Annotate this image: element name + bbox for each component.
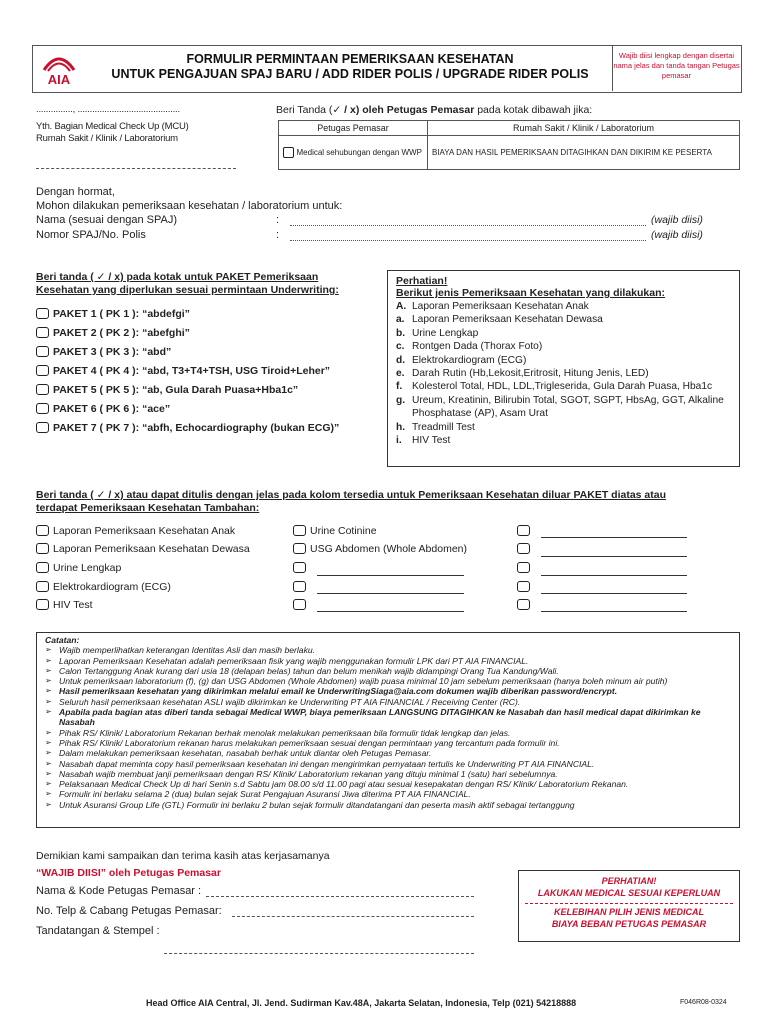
extra-blank-1[interactable]: [293, 561, 310, 575]
paket-instruction-2: Kesehatan yang diperlukan sesuai permintaan Underwriting:: [36, 284, 339, 296]
extra-hiv-checkbox[interactable]: [36, 599, 49, 610]
note-item: ➢ Dalam melakukan pemeriksaan kesehatan, nasabah berhak untuk diantar oleh Petugas Pemasar.: [45, 748, 432, 759]
date-line[interactable]: ..............., ..........................................: [36, 104, 180, 115]
extra-dewasa[interactable]: Laporan Pemeriksaan Kesehatan Dewasa: [36, 542, 250, 556]
note-item: ➢ Pelaksanaan Medical Check Up di hari Senin s.d Sabtu jam 08.00 s/d 11.00 pagi atau sesuai kesepakatan dengan RS/ Klinik/ Laboratorium Rekanan.: [45, 779, 629, 790]
paket-4-checkbox[interactable]: [36, 365, 49, 376]
warning-line4: BIAYA BEBAN PETUGAS PEMASAR: [551, 919, 707, 929]
extra-blank-8-line[interactable]: [541, 611, 687, 612]
paket-5-checkbox[interactable]: [36, 384, 49, 395]
paket-3[interactable]: PAKET 3 ( PK 3 ): “abd”: [36, 345, 171, 359]
warning-line3: KELEBIHAN PILIH JENIS MEDICAL: [553, 907, 704, 917]
signature-label: Tandatangan & Stempel :: [36, 925, 160, 937]
extra-urine[interactable]: Urine Lengkap: [36, 561, 121, 575]
marketer-phone-label: No. Telp & Cabang Petugas Pemasar:: [36, 905, 222, 917]
paket-1[interactable]: PAKET 1 ( PK 1 ): “abdefgi”: [36, 307, 190, 321]
note-item: ➢ Pihak RS/ Klinik/ Laboratorium rekanan harus melakukan pemeriksaan sesuai dengan permintaan yang tercantum pada formulir ini.: [45, 737, 560, 748]
extra-blank-8[interactable]: [517, 598, 534, 612]
extra-blank-2[interactable]: [293, 580, 310, 594]
marketer-name-label: Nama & Kode Petugas Pemasar :: [36, 885, 202, 897]
warning-line2: LAKUKAN MEDICAL SESUAI KEPERLUAN: [537, 888, 721, 898]
paket-2[interactable]: PAKET 2 ( PK 2 ): “abefghi”: [36, 326, 190, 340]
paket-4[interactable]: PAKET 4 ( PK 4 ): “abd, T3+T4+TSH, USG Tiroid+Leher”: [36, 364, 330, 378]
extra-blank-1-line[interactable]: [317, 575, 464, 576]
extra-blank-4-checkbox[interactable]: [517, 525, 530, 536]
note-item: ➢ Untuk Asuransi Group Life (GTL) Formulir ini berlaku 2 bulan sejak formulir ditandatangani dan peserta masih aktif sebagai tertanggung: [45, 799, 575, 810]
note-item: ➢ Seluruh hasil pemeriksaan kesehatan ASLI wajib dikirimkan ke Underwriting PT AIA FINANCIAL / Receiving Center (RC).: [45, 696, 521, 707]
name-colon: :: [276, 214, 280, 226]
extra-blank-8-checkbox[interactable]: [517, 599, 530, 610]
note-item: ➢ Wajib memperlihatkan keterangan Identitas Asli dan masih berlaku.: [45, 645, 316, 656]
note-item: ➢ Untuk pemeriksaan laboratorium (f), (g) dan USG Abdomen (Whole Abdomen) wajib puasa minimal 10 jam sebelum pemeriksaan (hanya boleh minum air putih): [45, 676, 668, 687]
extra-blank-5-checkbox[interactable]: [517, 543, 530, 554]
closing-thanks: Demikian kami sampaikan dan terima kasih atas kerjasamanya: [36, 850, 330, 862]
paket-6[interactable]: PAKET 6 ( PK 6 ): “ace”: [36, 402, 170, 416]
form-code: F046R08-0324: [680, 999, 727, 1006]
legend-item: a. Laporan Pemeriksaan Kesehatan Dewasa: [396, 314, 603, 326]
legend-item: c. Rontgen Dada (Thorax Foto): [396, 341, 543, 353]
extra-hiv[interactable]: HIV Test: [36, 598, 93, 612]
wwp-label: Medical sehubungan dengan WWP: [296, 147, 422, 157]
extra-ecg[interactable]: Elektrokardiogram (ECG): [36, 580, 171, 594]
extra-blank-4-line[interactable]: [541, 537, 687, 538]
addressee-line2: Rumah Sakit / Klinik / Laboratorium: [36, 133, 178, 144]
legend-item: f. Kolesterol Total, HDL, LDL,Trigleserida, Gula Darah Puasa, Hba1c: [396, 381, 713, 393]
spaj-label: Nomor SPAJ/No. Polis: [36, 229, 146, 241]
legend-subtitle: Berikut jenis Pemeriksaan Kesehatan yang dilakukan:: [396, 287, 666, 299]
warning-box: [518, 870, 740, 942]
note-item: ➢ Pihak RS/ Klinik/ Laboratorium Rekanan berhak menolak melakukan pemeriksaan bila formulir tidak lengkap dan jelas.: [45, 727, 511, 738]
extra-blank-2-checkbox[interactable]: [293, 581, 306, 592]
addressee-line1: Yth. Bagian Medical Check Up (MCU): [36, 121, 189, 132]
required-note: Wajib diisi lengkap dengan disertai nama jelas dan tanda tangan Petugas pemasar: [612, 45, 740, 91]
note-item: ➢ Nasabah dapat meminta copy hasil pemeriksaan kesehatan ini dengan mengirimkan pernyataan tertulis ke Underwriting PT AIA FINANCIAL.: [45, 758, 595, 769]
note-item: ➢ Calon Tertanggung Anak kurang dari usia 18 (delapan belas) tahun dan belum menikah wajib didampingi Orang Tua Kandung/Wali.: [45, 665, 559, 676]
extra-blank-5-line[interactable]: [541, 556, 687, 557]
intro: Mohon dilakukan pemeriksaan kesehatan / laboratorium untuk:: [36, 200, 343, 212]
name-input[interactable]: [290, 225, 646, 226]
paket-instruction-1: Beri tanda ( ✓ / x) pada kotak untuk PAKET Pemeriksaan: [36, 271, 319, 283]
note-item: ➢ Nasabah wajib membuat janji pemeriksaan dengan RS/ Klinik/ Laboratorium rekanan yang dituju minimal 1 (satu) hari sebelumnya.: [45, 768, 558, 779]
spaj-colon: :: [276, 229, 280, 241]
paket-7[interactable]: PAKET 7 ( PK 7 ): “abfh, Echocardiography (bukan ECG)”: [36, 421, 339, 435]
extra-blank-5[interactable]: [517, 542, 534, 556]
legend-item: e. Darah Rutin (Hb,Lekosit,Eritrosit, Hitung Jenis, LED): [396, 368, 649, 380]
extra-blank-3-line[interactable]: [317, 611, 464, 612]
extra-usg-checkbox[interactable]: [293, 543, 306, 554]
name-required: (wajib diisi): [651, 214, 703, 226]
marketer-name-input[interactable]: [206, 896, 474, 897]
wwp-checkbox[interactable]: [283, 147, 294, 158]
footer-address: Head Office AIA Central, Jl. Jend. Sudirman Kav.48A, Jakarta Selatan, Indonesia, Telp (021) 54218888: [146, 998, 577, 1008]
legend-title: Perhatian!: [396, 275, 448, 287]
col-petugas: Petugas Pemasar: [279, 121, 428, 136]
extra-anak-checkbox[interactable]: [36, 525, 49, 536]
greeting: Dengan hormat,: [36, 186, 115, 198]
marker-table: [278, 120, 740, 170]
extra-anak[interactable]: Laporan Pemeriksaan Kesehatan Anak: [36, 524, 235, 538]
marketer-phone-input[interactable]: [232, 916, 474, 917]
paket-3-checkbox[interactable]: [36, 346, 49, 357]
paket-2-checkbox[interactable]: [36, 327, 49, 338]
extra-instruction-1: Beri tanda ( ✓ / x) atau dapat ditulis dengan jelas pada kolom tersedia untuk Pemeriksaan Kesehatan diluar PAKET diatas atau: [36, 489, 667, 501]
extra-cotinine[interactable]: Urine Cotinine: [293, 524, 377, 538]
extra-blank-4[interactable]: [517, 524, 534, 538]
paket-5[interactable]: PAKET 5 ( PK 5 ): “ab, Gula Darah Puasa+Hba1c”: [36, 383, 298, 397]
marker-instruction: Beri Tanda (✓ / x) oleh Petugas Pemasar pada kotak dibawah jika:: [276, 104, 593, 116]
warning-title: PERHATIAN!: [601, 876, 657, 886]
signature-line[interactable]: [164, 953, 474, 954]
extra-blank-6-line[interactable]: [541, 575, 687, 576]
notes-title: Catatan:: [45, 635, 80, 645]
note-item: ➢ Apabila pada bagian atas diberi tanda sebagai Medical WWP, biaya pemeriksaan LANGSUNG DITAGIHKAN ke Nasabah dan hasil medical dapat dikirimkan ke Nasabah: [45, 707, 701, 728]
extra-blank-3-checkbox[interactable]: [293, 599, 306, 610]
legend-item: h. Treadmill Test: [396, 421, 475, 433]
paket-7-checkbox[interactable]: [36, 422, 49, 433]
wwp-cell: [279, 136, 428, 170]
paket-6-checkbox[interactable]: [36, 403, 49, 414]
legend-item: i. HIV Test: [396, 435, 451, 447]
extra-ecg-checkbox[interactable]: [36, 581, 49, 592]
extra-blank-1-checkbox[interactable]: [293, 562, 306, 573]
extra-blank-7-checkbox[interactable]: [517, 581, 530, 592]
legend-item: g. Ureum, Kreatinin, Bilirubin Total, SGOT, SGPT, HbsAg, GGT, Alkaline Phosphatase (AP), Asam Urat: [396, 394, 724, 420]
paket-1-checkbox[interactable]: [36, 308, 49, 319]
spaj-required: (wajib diisi): [651, 229, 703, 241]
legend-item: d. Elektrokardiogram (ECG): [396, 354, 527, 366]
svg-text:AIA: AIA: [47, 72, 71, 87]
extra-usg[interactable]: USG Abdomen (Whole Abdomen): [293, 542, 467, 556]
warning-divider: [525, 903, 733, 904]
notes-box: [36, 632, 740, 828]
form-title: FORMULIR PERMINTAAN PEMERIKSAAN KESEHATAN UNTUK PENGAJUAN SPAJ BARU / ADD RIDER POLIS / UPGRADE RIDER POLIS: [111, 52, 589, 81]
extra-blank-2-line[interactable]: [317, 593, 464, 594]
extra-instruction-2: terdapat Pemeriksaan Kesehatan Tambahan:: [36, 502, 260, 514]
extra-blank-3[interactable]: [293, 598, 310, 612]
legend-item: A. Laporan Pemeriksaan Kesehatan Anak: [396, 301, 589, 312]
addressee-blank[interactable]: [36, 168, 236, 169]
extra-blank-6-checkbox[interactable]: [517, 562, 530, 573]
spaj-input[interactable]: [290, 240, 646, 241]
legend-item: b. Urine Lengkap: [396, 327, 479, 339]
note-item: ➢ Laporan Pemeriksaan Kesehatan adalah pemeriksaan fisik yang wajib menggunakan formulir LPK dari PT AIA FINANCIAL.: [45, 655, 529, 666]
note-item: ➢ Formulir ini berlaku selama 2 (dua) bulan sejak Surat Pengajuan Asuransi Jiwa diterima PT AIA FINANCIAL.: [45, 789, 471, 800]
extra-cotinine-checkbox[interactable]: [293, 525, 306, 536]
extra-blank-6[interactable]: [517, 561, 534, 575]
wajib-diisi: “WAJIB DIISI” oleh Petugas Pemasar: [36, 867, 221, 879]
note-item: ➢ Hasil pemeriksaan kesehatan yang dikirimkan melalui email ke UnderwritingSiaga@aia.com dokumen wajib diberikan password/encrypt.: [45, 686, 618, 697]
billing-cell: BIAYA DAN HASIL PEMERIKSAAN DITAGIHKAN DAN DIKIRIM KE PESERTA: [428, 136, 740, 170]
name-label: Nama (sesuai dengan SPAJ): [36, 214, 178, 226]
extra-blank-7-line[interactable]: [541, 593, 687, 594]
extra-urine-checkbox[interactable]: [36, 562, 49, 573]
exam-legend-box: [387, 270, 740, 467]
extra-dewasa-checkbox[interactable]: [36, 543, 49, 554]
col-rumah-sakit: Rumah Sakit / Klinik / Laboratorium: [428, 121, 740, 136]
extra-blank-7[interactable]: [517, 580, 534, 594]
aia-logo: [38, 50, 80, 88]
